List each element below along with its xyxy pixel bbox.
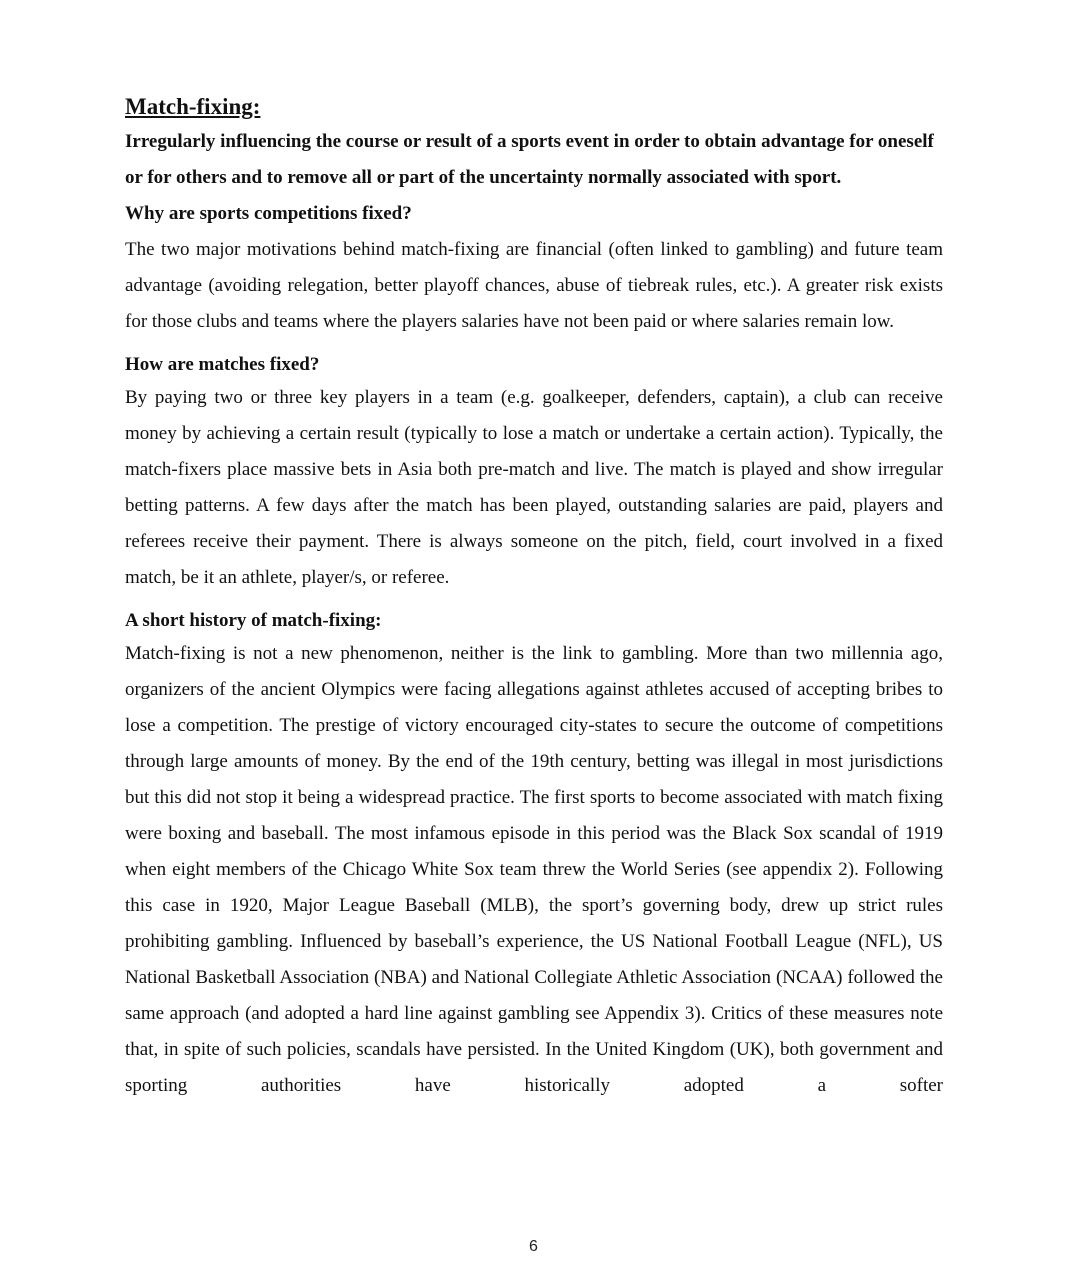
section-body-how: By paying two or three key players in a team (e.g. goalkeeper, defenders, captain), a club can receive money by achieving a certain result (typically to lose a match or undertake a certain action). Typically, the match-fixers place massive bets in Asia both pre-match and live. The match is played and show irregular betting patterns. A few days after the match has been played, outstanding salaries are paid, players and referees receive their payment. There is always someone on the pitch, field, court involved in a fixed match, be it an athlete, player/s, or referee. bbox=[125, 387, 943, 588]
definition-text: Irregularly influencing the course or result of a sports event in order to obtain advantage for oneself or for others and to remove all or part of the uncertainty normally associated with sport. bbox=[125, 131, 934, 188]
page-title: Match-fixing: bbox=[125, 94, 261, 119]
section-heading-how: How are matches fixed? bbox=[125, 354, 320, 375]
page-number: 6 bbox=[529, 1238, 538, 1255]
section-heading-why: Why are sports competitions fixed? bbox=[125, 203, 412, 224]
section-body-why: The two major motivations behind match-fixing are financial (often linked to gambling) and future team advantage (avoiding relegation, better playoff chances, abuse of tiebreak rules, etc.). A greater risk exists for those clubs and teams where the players salaries have not been paid or where salaries remain low. bbox=[125, 239, 943, 332]
section-heading-history: A short history of match-fixing: bbox=[125, 610, 382, 631]
section-body-history: Match-fixing is not a new phenomenon, neither is the link to gambling. More than two millennia ago, organizers of the ancient Olympics were facing allegations against athletes accused of accepting bribes to lose a competition. The prestige of victory encouraged city-states to secure the outcome of competitions through large amounts of money. By the end of the 19th century, betting was illegal in most jurisdictions but this did not stop it being a widespread practice. The first sports to become associated with match fixing were boxing and baseball. The most infamous episode in this period was the Black Sox scandal of 1919 when eight members of the Chicago White Sox team threw the World Series (see appendix 2). Following this case in 1920, Major League Baseball (MLB), the sport’s governing body, drew up strict rules prohibiting gambling. Influenced by baseball’s experience, the US National Football League (NFL), US National Basketball Association (NBA) and National Collegiate Athletic Association (NCAA) followed the same approach (and adopted a hard line against gambling see Appendix 3). Critics of these measures note that, in spite of such policies, scandals have persisted. In the United Kingdom (UK), both government and sporting authorities have historically adopted a softer bbox=[125, 643, 943, 1096]
document-page bbox=[125, 92, 943, 1104]
